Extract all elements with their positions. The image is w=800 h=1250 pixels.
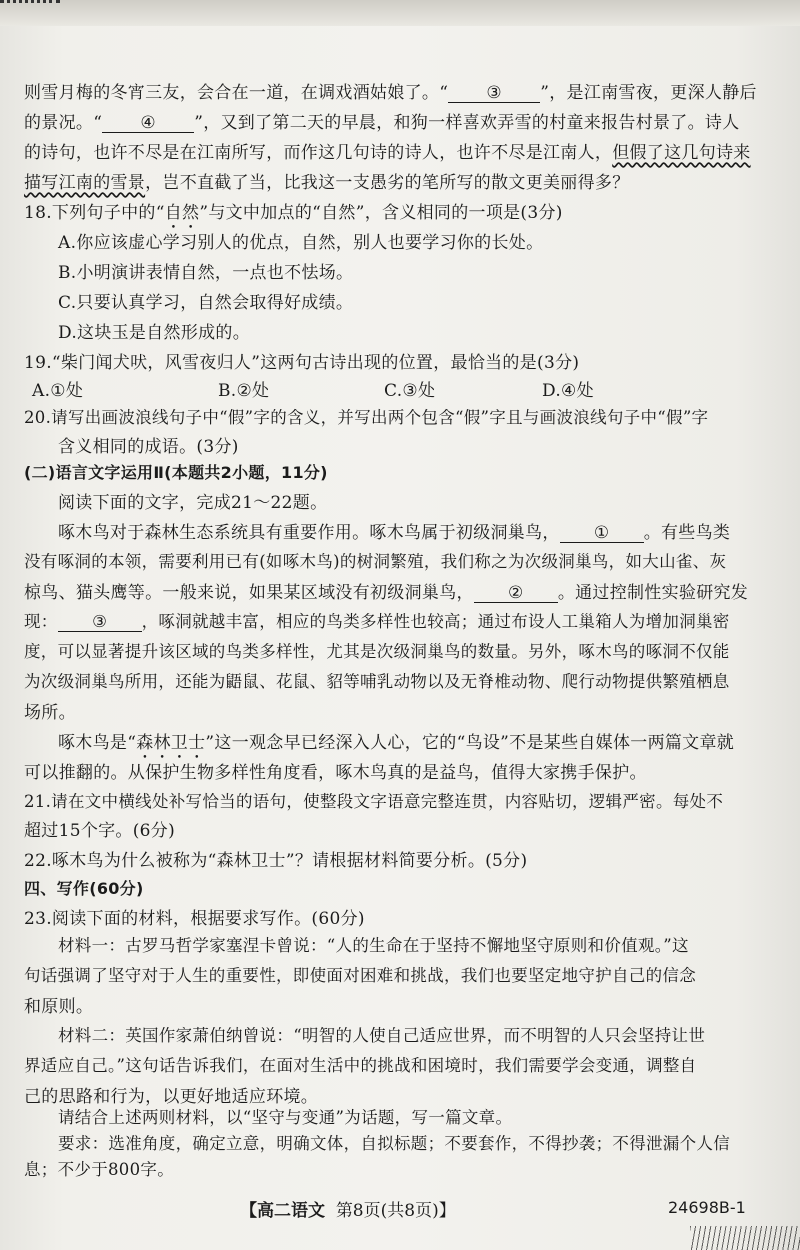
- material-1-line-2: 句话强调了坚守对于人生的重要性，即使面对困难和挑战，我们也要坚定地守护自己的信念: [24, 966, 696, 985]
- wavy-underlined-sentence-end: 描写江南的雪景: [24, 173, 146, 193]
- p2-line-4: 现： ③ ，啄洞就越丰富，相应的鸟类多样性也较高；通过布设人工巢箱人为增加洞巢密: [24, 612, 730, 631]
- requirement-line-3: 息；不少于800字。: [24, 1160, 174, 1179]
- wavy-underlined-sentence: 但假了这几句诗来: [612, 143, 751, 163]
- q18-option-a[interactable]: A.你应该虚心学习别人的优点，自然，别人也要学习你的长处。: [58, 233, 544, 253]
- p2-line-6: 为次级洞巢鸟所用，还能为鼯鼠、花鼠、貂等哺乳动物以及无脊椎动物、爬行动物提供繁殖栖息: [24, 672, 730, 691]
- p2-line-8: 啄木鸟是“森林卫士”这一观念早已经深入人心，它的“鸟设”不是某些自媒体一两篇文章就: [58, 733, 735, 753]
- question-18-stem: 18.下列句子中的“自然”与文中加点的“自然”，含义相同的一项是(3分): [24, 203, 563, 223]
- q19-option-b[interactable]: B.②处: [218, 381, 270, 401]
- passage-line-4: 描写江南的雪景，岂不直截了当，比我这一支愚劣的笔所写的散文更美丽得多？: [24, 173, 630, 193]
- material-2-line-2: 界适应自己。”这句话告诉我们，在面对生活中的挑战和困境时，我们需要学会变通，调整自: [24, 1056, 697, 1075]
- material-1-line-1: 材料一：古罗马哲学家塞涅卡曾说：“人的生命在于坚持不懈地坚守原则和价值观。”这: [58, 936, 689, 955]
- p2-line-7: 场所。: [24, 703, 76, 723]
- page-footer: 【高二语文 第8页(共8页)】: [240, 1201, 456, 1221]
- passage-line-2: 的景况。“ ④ ”，又到了第二天的早晨，和狗一样喜欢弄雪的村童来报告村景了。诗人: [24, 113, 740, 133]
- requirement-line-2: 要求：选准角度，确定立意，明确文体，自拟标题；不要套作，不得抄袭；不得泄漏个人信: [58, 1134, 730, 1153]
- q19-option-d[interactable]: D.④处: [542, 381, 594, 401]
- passage-line-1: 则雪月梅的冬宵三友，会合在一道，在调戏酒姑娘了。“ ③ ”，是江南雪夜，更深人静后: [24, 83, 757, 103]
- answer-blank-4[interactable]: ④: [102, 114, 194, 133]
- answer-blank-3b[interactable]: ③: [58, 613, 142, 632]
- q19-option-a[interactable]: A.①处: [32, 381, 84, 401]
- material-1-line-3: 和原则。: [24, 997, 94, 1017]
- scan-marks: [0, 0, 60, 13]
- answer-blank-3[interactable]: ③: [448, 84, 540, 103]
- q19-option-c[interactable]: C.③处: [384, 381, 436, 401]
- material-2-line-1: 材料二：英国作家萧伯纳曾说：“明智的人使自己适应世界，而不明智的人只会坚持让世: [58, 1026, 706, 1045]
- p2-line-1: 啄木鸟对于森林生态系统具有重要作用。啄木鸟属于初级洞巢鸟， ① 。有些鸟类: [58, 523, 731, 543]
- answer-blank-2[interactable]: ②: [474, 584, 558, 603]
- p2-line-5: 度，可以显著提升该区域的鸟类多样性，尤其是次级洞巢鸟的数量。另外，啄木鸟的啄洞不仅能: [24, 642, 730, 661]
- section-2-title: (二)语言文字运用Ⅱ(本题共2小题，11分): [24, 463, 328, 482]
- p2-line-2: 没有啄洞的本领，需要利用已有(如啄木鸟)的树洞繁殖，我们称之为次级洞巢鸟，如大山雀、灰: [24, 552, 727, 571]
- question-22-stem: 22.啄木鸟为什么被称为“森林卫士”？请根据材料简要分析。(5分): [24, 851, 528, 871]
- exam-code: 24698B-1: [668, 1198, 746, 1217]
- p2-line-9: 可以推翻的。从保护生物多样性角度看，啄木鸟真的是益鸟，值得大家携手保护。: [24, 763, 647, 783]
- material-2-line-3: 己的思路和行为，以更好地适应环境。: [24, 1087, 319, 1107]
- section-4-title: 四、写作(60分): [24, 879, 144, 898]
- scan-top-edge: [0, 0, 800, 26]
- question-21-line-1: 21.请在文中横线处补写恰当的语句，使整段文字语意完整连贯，内容贴切，逻辑严密。每处不: [24, 792, 724, 811]
- q18-option-b[interactable]: B.小明演讲表情自然，一点也不怯场。: [58, 263, 354, 283]
- scan-scratch: [690, 1226, 800, 1250]
- requirement-line-1b: 请结合上述两则材料，以“坚守与变通”为话题，写一篇文章。: [58, 1108, 513, 1127]
- question-20-line-1: 20.请写出画波浪线句子中“假”字的含义，并写出两个包含“假”字且与画波浪线句子中“假”字: [24, 408, 709, 427]
- question-20-line-2: 含义相同的成语。(3分): [58, 437, 239, 457]
- question-19-stem: 19.“柴门闻犬吠，风雪夜归人”这两句古诗出现的位置，最恰当的是(3分): [24, 353, 580, 373]
- q18-option-d[interactable]: D.这块玉是自然形成的。: [58, 323, 251, 343]
- p2-line-3: 椋鸟、猫头鹰等。一般来说，如果某区域没有初级洞巢鸟， ② 。通过控制性实验研究发: [24, 583, 749, 603]
- question-23-stem: 23.阅读下面的材料，根据要求写作。(60分): [24, 909, 365, 929]
- question-21-line-2: 超过15个字。(6分): [24, 821, 176, 841]
- passage-line-3: 的诗句，也许不尽是在江南所写，而作这几句诗的诗人，也许不尽是江南人，但假了这几句诗来: [24, 143, 751, 163]
- section-2-intro: 阅读下面的文字，完成21～22题。: [58, 493, 328, 513]
- q18-option-c[interactable]: C.只要认真学习，自然会取得好成绩。: [58, 293, 354, 313]
- answer-blank-1[interactable]: ①: [560, 524, 644, 543]
